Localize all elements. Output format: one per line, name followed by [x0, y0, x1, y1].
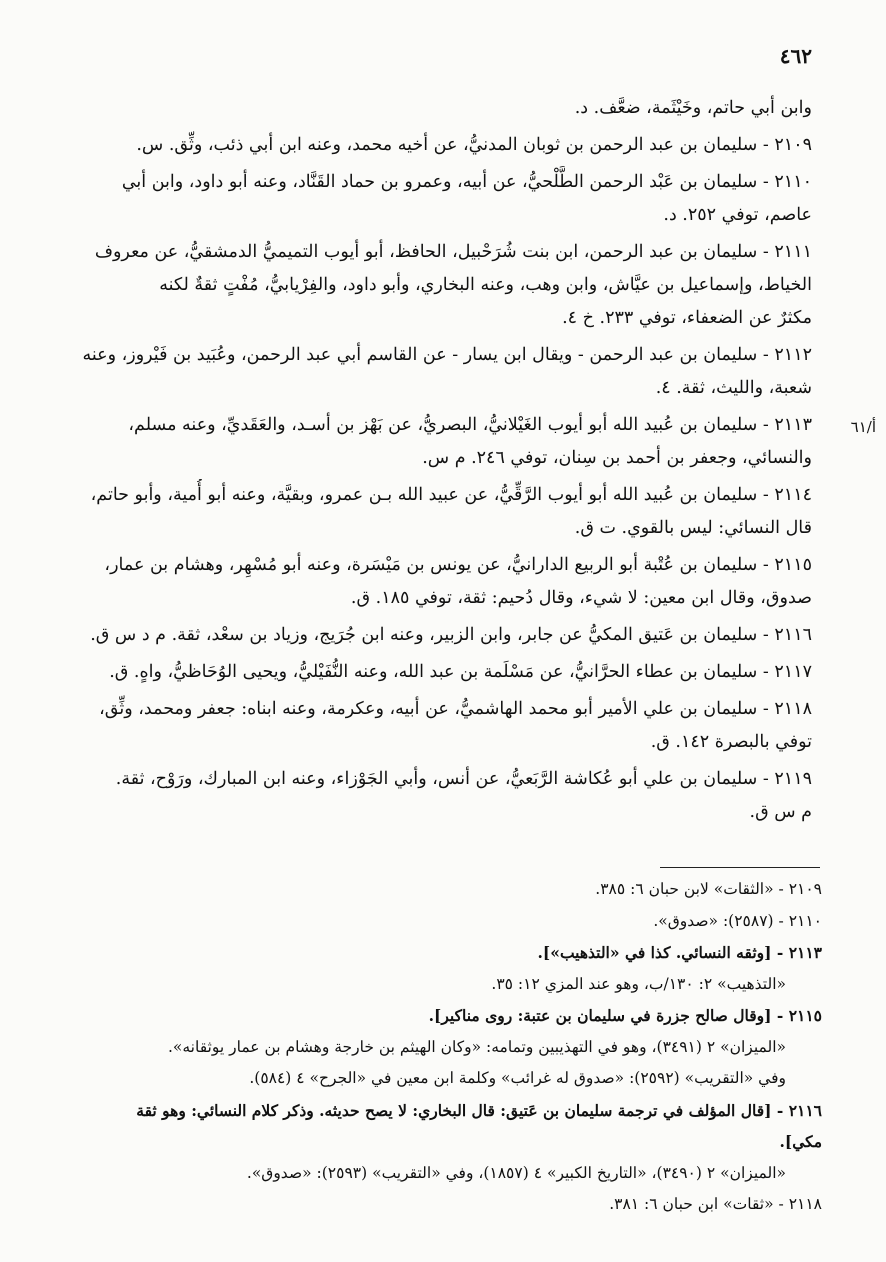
entry-line: توفي بالبصرة ١٤٢. ق.: [650, 732, 812, 752]
entry-line: ٢١١٨ - سليمان بن علي الأمير أبو محمد الهاشميُّ، عن أبيه، وعكرمة، وعنه ابناه: جعفر ومحمد، وثِّق،: [99, 699, 812, 719]
footnote-line: ٢١١٠ - (٢٥٨٧): «صدوق».: [653, 911, 822, 930]
footnote-line: ٢١٠٩ - «الثقات» لابن حبان ٦: ٣٨٥.: [595, 880, 822, 898]
footnotes: [32, 874, 822, 1221]
entry-line: عاصم، توفي ٢٥٢. د.: [663, 205, 812, 225]
biography-entry: [32, 479, 812, 545]
entry-line: والنسائي، وجعفر بن أحمد بن سِنان، توفي ٢٤٦. م س.: [422, 448, 812, 468]
footnote-line: «الميزان» ٢ (٣٤٩١)، وهو في التهذيبين وتمامه: «وكان الهيثم بن خارجة وهشام بن عمار يوثقانه».: [167, 1037, 786, 1056]
margin-folio-note: أ/٦١: [850, 418, 876, 436]
entry-line: ٢١١١ - سليمان بن عبد الرحمن، ابن بنت شُرَحْبيل، الحافظ، أبو أيوب التميميُّ الدمشقيُّ، عن معروف: [94, 242, 812, 262]
entry-line: شعبة، والليث، ثقة. ٤.: [655, 378, 812, 398]
biography-entry: [32, 656, 812, 689]
entry-line: قال النسائي: ليس بالقوي. ت ق.: [574, 518, 812, 538]
biography-entry: [32, 409, 812, 475]
footnote-line: «التذهيب» ٢: ١٣٠/ب، وهو عند المزي ١٢: ٣٥.: [491, 974, 786, 993]
biographical-entries: [32, 88, 812, 829]
biography-entry: [32, 693, 812, 759]
biography-entry: [32, 763, 812, 829]
footnote-line: ٢١١٨ - «ثقات» ابن حبان ٦: ٣٨١.: [609, 1195, 822, 1213]
entry-line: ٢١٠٩ - سليمان بن عبد الرحمن بن ثوبان المدنيُّ، عن أخيه محمد، وعنه ابن أبي ذئب، وثِّق. س.: [136, 135, 812, 155]
entry-line: ٢١١٩ - سليمان بن علي أبو عُكاشة الرَّبَعيُّ، عن أنس، وأبي الجَوْزاء، وعنه ابن المبارك، ورَوْح، ثقة.: [115, 769, 812, 789]
footnote-line: وفي «التقريب» (٢٥٩٢): «صدوق له غرائب» وكلمة ابن معين في «الجرح» ٤ (٥٨٤).: [249, 1069, 786, 1087]
biography-entry: [32, 549, 812, 615]
footnote-line: ٢١١٣ - [وثقه النسائي. كذا في «التذهيب»].: [537, 943, 822, 962]
entry-line: م س ق.: [749, 802, 812, 822]
biography-entry: [32, 339, 812, 405]
footnote-line: «الميزان» ٢ (٣٤٩٠)، «التاريخ الكبير» ٤ (١٨٥٧)، وفي «التقريب» (٢٥٩٣): «صدوق».: [246, 1163, 786, 1182]
footnote-divider: [660, 867, 820, 868]
footnote-line: ٢١١٦ - [قال المؤلف في ترجمة سليمان بن عَتيق: قال البخاري: لا يصح حديثه. وذكر كلام النسائي: وهو ثقة: [136, 1100, 822, 1120]
biography-entry: [32, 619, 812, 652]
entry-line: ٢١١٧ - سليمان بن عطاء الحرَّانيُّ، عن مَسْلَمة بن عبد الله، وعنه النُّفَيْليُّ، ويحيى الوُحَاظيُّ، واهٍ. ق.: [109, 662, 812, 682]
entry-line: ٢١١٦ - سليمان بن عَتيق المكيُّ عن جابر، وابن الزبير، وعنه ابن جُرَيج، وزياد بن سعْد، ثقة. م د س ق.: [90, 625, 812, 645]
entry-line: ٢١١٢ - سليمان بن عبد الرحمن - ويقال ابن يسار - عن القاسم أبي عبد الرحمن، وعُبَيد بن فَيْروز، وعنه: [82, 345, 812, 365]
entry-line: ٢١١٣ - سليمان بن عُبيد الله أبو أيوب الغَيْلانيُّ، البصريُّ، عن بَهْز بن أسـد، والعَقَديِّ، وعنه مسلم،: [128, 415, 812, 435]
page-number: ٤٦٢: [779, 44, 812, 68]
entry-line: صدوق، وقال ابن معين: لا شيء، وقال دُحيم: ثقة، توفي ١٨٥. ق.: [350, 588, 812, 608]
biography-entry: [32, 92, 812, 125]
entry-line: ٢١١٤ - سليمان بن عُبيد الله أبو أيوب الرَّقِّيُّ، عن عبيد الله بـن عمرو، وبقيَّة، وعنه أبو أُمية، وأبو حاتم،: [90, 485, 812, 505]
biography-entry: [32, 129, 812, 162]
footnote-line: مكي].: [779, 1132, 822, 1151]
biography-entry: [32, 236, 812, 335]
entry-line: مكثرٌ عن الضعفاء، توفي ٢٣٣. خ ٤.: [562, 308, 812, 328]
footnote-line: ٢١١٥ - [وقال صالح جزرة في سليمان بن عتبة: روى مناكير].: [428, 1006, 822, 1025]
entry-line: ٢١١٥ - سليمان بن عُتْبة أبو الربيع الدارانيُّ، عن يونس بن مَيْسَرة، وعنه أبو مُسْهِر، وهشام بن عمار،: [104, 555, 812, 575]
biography-entry: [32, 166, 812, 232]
entry-line: ٢١١٠ - سليمان بن عَبْد الرحمن الطَّلْحيُّ، عن أبيه، وعمرو بن حماد القَنَّاد، وعنه أبو داود، وابن أبي: [121, 172, 812, 192]
entry-line: وابن أبي حاتم، وخَيْثَمة، ضعَّف. د.: [574, 98, 812, 118]
entry-line: الخياط، وإسماعيل بن عيَّاش، وابن وهب، وعنه البخاري، وأبو داود، والفِرْيابيُّ، مُفْتٍ ثقةٌ لكنه: [159, 275, 812, 295]
